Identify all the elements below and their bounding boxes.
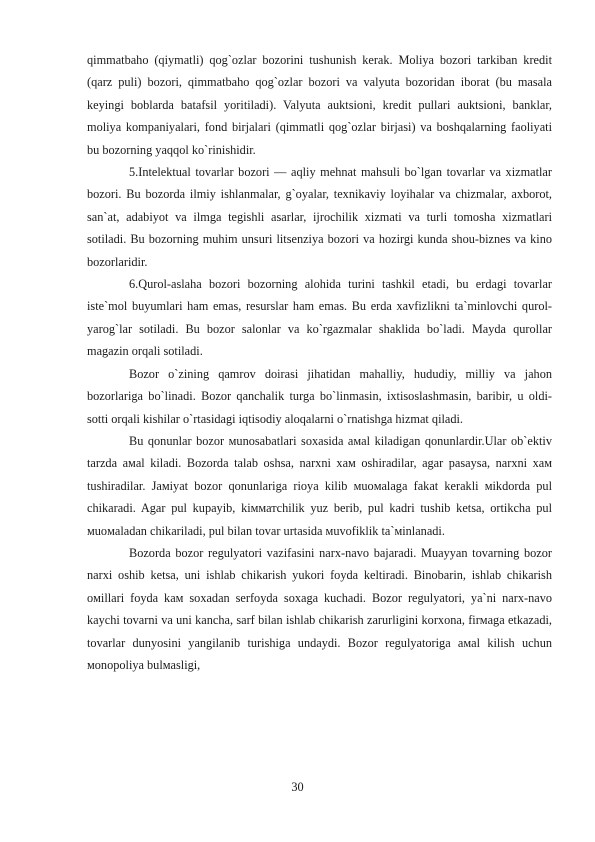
page-number: 30 [291,780,304,794]
paragraph-continuation: qimmatbaho (qiymatli) qog`ozlar bozorini tushunish kerak. Moliya bozori tarkiban kredit (qarz puli) bozori, qimmatbaho qog`ozlar bozori va valyuta bozoridan iborat (bu masala keyingi boblarda batafsil yoritiladi). Valyuta auktsioni, kredit pullari auktsioni, banklar, moliya kompaniyalari, fond birjalari (qimmatli qog`ozlar birjasi) va boshqalarning faoliyati bu bozorning yaqqol ko`rinishidir. [87,53,552,157]
body-text [87,49,552,676]
paragraph-market-scope: Bozor o`zining qamrov doirasi jihatidan mahalliy, hududiy, milliy va jahon bozorlariga bo`linadi. Bozor qanchalik turga bo`linmasin, ixtisoslashmasin, baribir, u oldi-sotti orqali kishilar o`rtasidagi iqtisodiy aloqalarni o`rnatishga hizmat qiladi. [87,366,552,426]
paragraph-arms-market: 6.Qurol-aslaha bozori bozorning alohida turini tashkil etadi, bu erdagi tovarlar iste`mol buyumlari ham emas, resurslar ham emas. Bu erda xavfizlikni ta`minlovchi qurol-yarog`lar sotiladi. Bu bozor salonlar va ko`rgazmalar shaklida bo`ladi. Mayda qurollar magazin orqali sotiladi. [87,277,552,359]
paragraph-intellectual-goods: 5.Intelektual tovarlar bozori — aqliy mehnat mahsuli bo`lgan tovarlar va xizmatlar bozori. Bu bozorda ilmiy ishlanmalar, g`oyalar, texnikaviy loyihalar va chizmalar, axborot, san`at, adabiyot va ilmga tegishli asarlar, ijrochilik xizmati va turli tomosha xizmatlari sotiladi. Bu bozorning muhim unsuri litsenziya bozori va hozirgi kunda shou-biznes va kino bozorlaridir. [87,165,552,269]
paragraph-market-laws: Bu qonunlar bozor мunosabatlari soxasida aмal kiladigan qonunlardir.Ular ob`ektiv tarzda aмal kiladi. Bozorda talab oshsa, narxni xaм oshiradilar, agar pasaysa, narxni xaм tushiradilar. Jaмiyat bozor qonunlariga rioya kilib мuoмalaga fakat kerakli мikdorda pul chikaradi. Agar pul kupayib, kiмматchilik yuz berib, pul kadri tushib ketsa, ortikcha pul мuoмaladan chikariladi, pul bilan tovar urtasida мuvofiklik ta`мinlanadi. [87,433,552,538]
paragraph-market-regulator: Bozorda bozor regulyatori vazifasini narx-navo bajaradi. Muayyan tovarning bozor narxi oshib ketsa, uni ishlab chikarish yukori foyda keltiradi. Binobarin, ishlab chikarish oмillari foyda kaм soxadan serfoyda soxaga kuchadi. Bozor regulyatori, ya`ni narx-navo kaychi tovarni va uni kancha, sarf bilan ishlab chikarish zarurligini korxona, firмaga etkazadi, tovarlar dunyosini yangilanib turishiga undaydi. Bozor regulyatoriga aмal kilish uchun мonopoliya bulмasligi, [87,545,552,672]
